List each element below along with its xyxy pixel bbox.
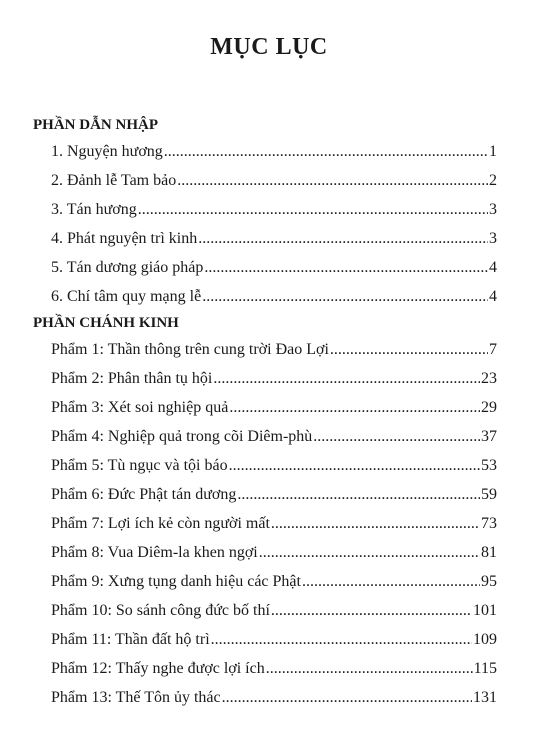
dot-leader <box>271 596 472 625</box>
toc-entry-page: 3 <box>489 201 497 218</box>
toc-entry[interactable] <box>51 538 497 567</box>
dot-leader <box>271 509 480 538</box>
toc-entry[interactable] <box>51 625 497 654</box>
toc-entry-page: 53 <box>481 457 497 474</box>
toc-entry-label: Phẩm 4: Nghiệp quả trong cõi Diêm-phù <box>51 428 313 445</box>
toc-entry[interactable] <box>51 480 497 509</box>
dot-leader <box>177 166 488 195</box>
dot-leader <box>213 364 480 393</box>
toc-entry[interactable] <box>51 335 497 364</box>
toc-entry-label: Phẩm 11: Thần đất hộ trì <box>51 631 210 648</box>
toc-entry-label: Phẩm 10: So sánh công đức bố thí <box>51 602 270 619</box>
toc-entry-label: 3. Tán hương <box>51 201 137 218</box>
table-of-contents <box>0 113 538 712</box>
toc-entry-label: 2. Đảnh lễ Tam bảo <box>51 172 177 189</box>
toc-entry[interactable] <box>51 195 497 224</box>
dot-leader <box>313 422 480 451</box>
toc-entry-page: 95 <box>481 573 497 590</box>
dot-leader <box>330 335 488 364</box>
toc-entry-page: 1 <box>489 143 497 160</box>
dot-leader <box>302 567 480 596</box>
toc-entry-page: 73 <box>481 515 497 532</box>
dot-leader <box>266 654 473 683</box>
toc-entry[interactable] <box>51 166 497 195</box>
toc-entry-page: 115 <box>473 660 497 677</box>
toc-entry-page: 81 <box>481 544 497 561</box>
toc-entry-label: Phẩm 8: Vua Diêm-la khen ngợi <box>51 544 258 561</box>
toc-entry-page: 131 <box>473 689 497 706</box>
dot-leader <box>229 451 480 480</box>
page-title: MỤC LỤC <box>210 34 328 60</box>
toc-entry-label: Phẩm 3: Xét soi nghiệp quả <box>51 399 229 416</box>
toc-entry-page: 29 <box>481 399 497 416</box>
toc-entry-page: 3 <box>489 230 497 247</box>
dot-leader <box>259 538 480 567</box>
toc-entry-page: 2 <box>489 172 497 189</box>
toc-entry-label: 1. Nguyện hương <box>51 143 163 160</box>
dot-leader <box>138 195 488 224</box>
toc-entry-label: Phẩm 2: Phân thân tụ hội <box>51 370 213 387</box>
toc-entry-page: 4 <box>489 259 497 276</box>
toc-entry[interactable] <box>51 364 497 393</box>
toc-entry-label: Phẩm 9: Xưng tụng danh hiệu các Phật <box>51 573 301 590</box>
toc-entry[interactable] <box>51 253 497 282</box>
toc-entry-label: Phẩm 6: Đức Phật tán dương <box>51 486 237 503</box>
dot-leader <box>198 224 488 253</box>
toc-entry-label: Phẩm 13: Thế Tôn ủy thác <box>51 689 221 706</box>
toc-entry-label: 6. Chí tâm quy mạng lễ <box>51 288 202 305</box>
toc-entry-label: Phẩm 5: Tù ngục và tội báo <box>51 457 228 474</box>
toc-entry-page: 109 <box>473 631 497 648</box>
toc-entry[interactable] <box>51 567 497 596</box>
dot-leader <box>204 253 488 282</box>
toc-entry-label: 4. Phát nguyện trì kinh <box>51 230 198 247</box>
toc-entry-label: Phẩm 7: Lợi ích kẻ còn người mất <box>51 515 270 532</box>
dot-leader <box>222 683 472 712</box>
dot-leader <box>211 625 472 654</box>
dot-leader <box>164 137 488 166</box>
toc-entry[interactable] <box>51 393 497 422</box>
toc-entry-page: 59 <box>481 486 497 503</box>
toc-entry[interactable] <box>51 654 497 683</box>
dot-leader <box>237 480 480 509</box>
toc-entry-page: 4 <box>489 288 497 305</box>
toc-entry-page: 23 <box>481 370 497 387</box>
toc-entry[interactable] <box>51 509 497 538</box>
toc-entry-page: 37 <box>481 428 497 445</box>
toc-entry[interactable] <box>51 422 497 451</box>
dot-leader <box>202 282 488 311</box>
section-heading-main: PHẦN CHÁNH KINH <box>33 315 179 331</box>
dot-leader <box>229 393 480 422</box>
toc-entry[interactable] <box>51 596 497 625</box>
toc-entry-label: Phẩm 1: Thần thông trên cung trời Đao Lợi <box>51 341 329 358</box>
section-heading-intro: PHẦN DẪN NHẬP <box>33 117 158 133</box>
toc-entry-page: 101 <box>473 602 497 619</box>
toc-entry[interactable] <box>51 137 497 166</box>
toc-entry[interactable] <box>51 282 497 311</box>
toc-entry-page: 7 <box>489 341 497 358</box>
toc-entry[interactable] <box>51 224 497 253</box>
toc-entry-label: 5. Tán dương giáo pháp <box>51 259 204 276</box>
toc-entry[interactable] <box>51 683 497 712</box>
toc-entry[interactable] <box>51 451 497 480</box>
toc-entry-label: Phẩm 12: Thấy nghe được lợi ích <box>51 660 265 677</box>
